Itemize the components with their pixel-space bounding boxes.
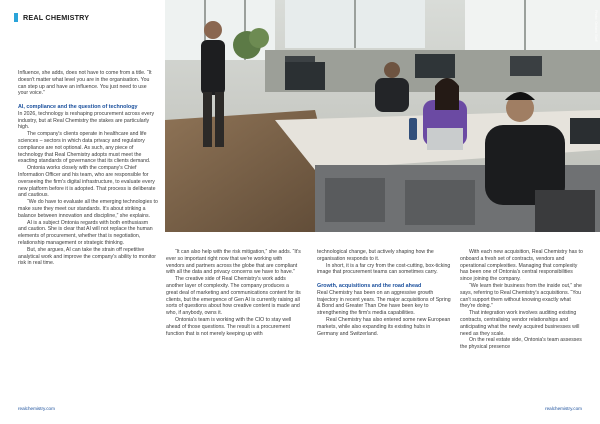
paragraph: technological change, but actively shaping how the organisation responds to it. — [317, 249, 434, 262]
paragraph: Real Chemistry has also entered some new European markets, while also expanding its existing hubs in Germany and Switzerland. — [317, 316, 451, 337]
photo-credit: Photo: Ontario Staff — [594, 10, 598, 42]
article-column-4 — [460, 249, 586, 351]
paragraph: In short, it is a far cry from the cost-cutting, box-ticking image that procurement teams can sometimes carry. — [317, 262, 451, 276]
article-column-1 — [18, 70, 158, 267]
paragraph: In 2026, technology is reshaping procurement across every industry, but at Real Chemistry the stakes are particularly high. — [18, 110, 155, 131]
paragraph: AI is a subject Ontonia regards with both enthusiasm and caution. She is clear that AI will not replace the human elements of procurement, whether that is negotiation, relationship management or strategic thinking. — [18, 219, 153, 246]
page-header — [14, 13, 89, 22]
paragraph: But, she argues, AI can take the strain off repetitive analytical work and improve the company's ability to monitor risk in real time. — [18, 246, 156, 267]
section-heading: Growth, acquisitions and the road ahead — [317, 283, 422, 290]
office-photo-illustration — [165, 0, 600, 232]
paragraph: That integration work involves auditing existing contracts, centralising vendor relationships and anticipating what the newly acquired businesses will need as they scale. — [460, 310, 580, 337]
paragraph: “We learn their business from the inside out,” she says, referring to Real Chemistry's acquisitions. “You can't support them without knowing exactly what they're doing.” — [460, 282, 582, 310]
paragraph: “We do have to evaluate all the emerging technologies to make sure they meet our standards. It's about striking a balance between innovation and discipline,” she explains. — [18, 199, 158, 219]
paragraph: Ontonia's team is working with the CIO to stay well ahead of those questions. The result is a procurement function that is not merely keeping up with — [166, 316, 292, 337]
paragraph: Ontonia works closely with the company's Chief Information Officer and his team, who are responsible for overseeing the firm's digital infrastructure, to evaluate every new platform before it is adopted. That process is deliberate and cautious. — [18, 165, 156, 199]
footer-website-link[interactable]: realchemistry.com — [18, 406, 55, 411]
paragraph: With each new acquisition, Real Chemistry has to onboard a fresh set of contracts, vendors and operational complexities. Managing that complexity has been one of Ontonia's central responsibilities since joining the company. — [460, 249, 583, 283]
article-column-2 — [166, 249, 301, 337]
paragraph: The creative side of Real Chemistry's work adds another layer of complexity. The company produces a great deal of marketing and communications content for its clients, but the emergence of Gen AI is currently raising all sorts of questions about how creative content is made and who, if anybody, owns it. — [166, 276, 301, 317]
paragraph: On the real estate side, Ontonia's team assesses the physical presence — [460, 337, 582, 351]
company-name: REAL CHEMISTRY — [23, 13, 90, 22]
paragraph: Influence, she adds, does not have to come from a title. “It doesn't matter what level you are in the organisation. You can step up and have an influence. You just need to use your voice.” — [18, 70, 152, 97]
office-photo — [165, 0, 600, 232]
paragraph: Real Chemistry has been on an aggressive growth trajectory in recent years. The major acquisitions of Spring & Bond and Greater Than One have been key to strengthening the firm's media capabilities. — [317, 289, 451, 317]
header-accent-bar — [14, 13, 18, 22]
footer-website-link[interactable]: realchemistry.com — [545, 406, 582, 411]
paragraph: The company's clients operate in healthcare and life sciences – sectors in which data privacy and regulatory compliance are not optional. As such, any piece of technology that Real Chemistry adopts must meet the exacting standards of governance that its clients demand. — [18, 131, 151, 165]
paragraph: “It can also help with the risk mitigation,” she adds. “It's ever so important right now that we're working with vendors and partners across the globe that are compliant with all the data and privacy concerns we have to have.” — [166, 249, 301, 276]
article-column-3 — [317, 249, 453, 337]
section-heading: AI, compliance and the question of technology — [18, 104, 138, 111]
